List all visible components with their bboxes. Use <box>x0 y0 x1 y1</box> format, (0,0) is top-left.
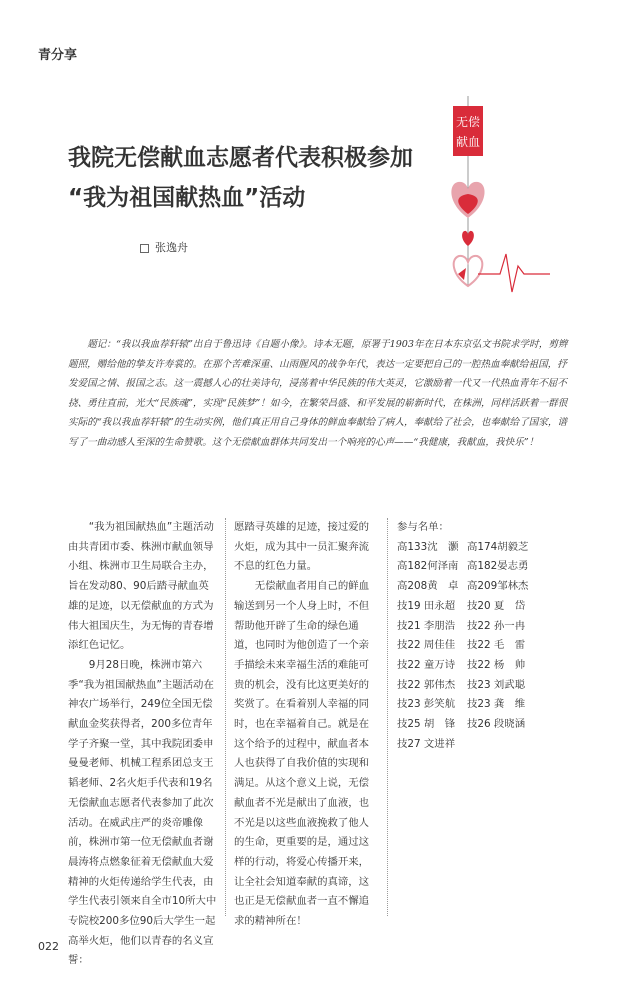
participant-name <box>467 735 537 755</box>
title-line-1: 我院无偿献血志愿者代表积极参加 <box>68 145 413 171</box>
participant-row <box>397 695 537 715</box>
byline-square-icon <box>140 244 149 253</box>
participant-name: 技21 李朋浩 <box>397 619 456 632</box>
participant-name: 技22 周佳佳 <box>397 639 456 652</box>
article-title <box>68 138 448 218</box>
body-column-2 <box>234 518 379 932</box>
title-line-2: “我为祖国献热血”活动 <box>68 185 306 211</box>
participant-name: 高209邹林杰 <box>467 580 529 593</box>
participant-name: 高174胡毅芝 <box>467 540 529 553</box>
participant-name: 技22 郭伟杰 <box>397 678 456 691</box>
participant-name: 技27 文进祥 <box>397 737 456 750</box>
author-name: 张逸舟 <box>155 241 188 254</box>
participant-name: 高182晏志勇 <box>467 560 529 573</box>
column-divider <box>225 518 226 916</box>
participant-list <box>397 518 537 754</box>
tag-text-line-1: 无偿 <box>455 115 481 129</box>
participant-name: 高182何泽南 <box>397 560 459 573</box>
participant-name: 技23 彭笑航 <box>397 698 456 711</box>
participant-name: 高208黄 卓 <box>397 580 459 593</box>
participant-name: 技22 毛 雷 <box>467 639 526 652</box>
participant-name: 技23 龚 维 <box>467 698 526 711</box>
body-paragraph-2: 9月28日晚，株洲市第六季“我为祖国献热血”主题活动在神农广场举行，249位全国无偿献血金奖获得者，200多位青年学子齐聚一堂，其中我院团委申曼曼老师、机械工程系团总支王韬老师、2名火炬手代表和19名无偿献血志愿者代表参加了此次活动。在威武庄严的炎帝雕像前，株洲市第一位无偿献血者谢晨涛将点燃象征着无偿献血大爱精神的火炬传递给学生代表，由学生代表引领来自全市10所大中专院校200多位90后大学生一起高举火炬，他们以青春的名义宣誓： <box>68 658 217 967</box>
participant-name: 技19 田永超 <box>397 599 456 612</box>
participant-list-heading: 参与名单： <box>397 521 449 533</box>
body-paragraph-1: “我为祖国献热血”主题活动由共青团市委、株洲市献血领导小组、株洲市卫生局联合主办，旨在发动80、90后踏寻献血英雄的足迹，以无偿献血的方式为伟大祖国庆生，为无悔的青春增添红色记忆。 <box>68 521 214 652</box>
participant-row <box>397 636 537 656</box>
participant-name: 技22 杨 帅 <box>467 658 526 671</box>
participant-row <box>397 538 537 558</box>
body-column-1 <box>68 518 217 971</box>
participant-name: 高133沈 灏 <box>397 540 459 553</box>
participant-name: 技25 胡 锋 <box>397 718 456 731</box>
participant-row <box>397 735 537 755</box>
blood-donation-decoration <box>430 96 630 306</box>
intro-paragraph: 题记：“我以我血荐轩辕”出自于鲁迅诗《自题小像》。诗本无题，原署于1903年在日本东京弘文书院求学时，剪辫题照，赠给他的挚友许寿裳的。在那个苦难深重、山雨腥风的战争年代，表达一定要把自己的一腔热血奉献给祖国，抒发爱国之情、报国之志。这一震撼人心的壮美诗句，浸荡着中华民族的伟大英灵，它激励着一代又一代热血青年不屈不挠、勇往直前，光大“民族魂”，实现“民族梦”！如今，在繁荣昌盛、和平发展的崭新时代，在株洲，同样活跃着一群很实际的“我以我血荐轩辕”的生动实例，他们真正用自己身体的鲜血奉献给了病人，奉献给了社会，也奉献给了国家，谱写了一曲动感人至深的生命赞歌。这个无偿献血群体共同发出一个响亮的心声——“我健康，我献血，我快乐”！ <box>68 339 568 448</box>
author-byline <box>140 239 188 255</box>
participant-name: 技23 刘武聪 <box>467 678 526 691</box>
participant-row <box>397 617 537 637</box>
participant-name: 技22 孙一冉 <box>467 619 526 632</box>
participant-name: 技20 夏 岱 <box>467 599 526 612</box>
page-number: 022 <box>38 940 59 953</box>
participant-row <box>397 577 537 597</box>
tag-text-line-2: 献血 <box>455 135 481 149</box>
participant-row <box>397 597 537 617</box>
body-paragraph-3: 愿踏寻英雄的足迹，接过爱的火炬，成为其中一员汇聚奔流不息的红色力量。 <box>234 521 370 573</box>
participant-name: 技26 段晓涵 <box>467 718 526 731</box>
heartbeat-line-icon <box>478 254 550 292</box>
participant-row <box>397 715 537 735</box>
participant-row <box>397 676 537 696</box>
column-divider <box>387 518 388 916</box>
body-paragraph-4: 无偿献血者用自己的鲜血输送到另一个人身上时，不但帮助他开辟了生命的绿色通道，也同时为他创造了一个亲手描绘未来幸福生活的难能可贵的机会，没有比这更美好的奖赏了。在看着别人幸福的同时，也在幸福着自己。就是在这个给予的过程中，献血者本人也获得了自我价值的实现和满足。从这个意义上说，无偿献血者不光是献出了血液，也不光是以这些血液挽救了他人的生命，更重要的是，通过这样的行动，将爱心传播开来，让全社会知道奉献的真谛，这也正是无偿献血者一直不懈追求的精神所在！ <box>234 580 370 928</box>
participant-row <box>397 557 537 577</box>
section-label: 青分享 <box>38 48 78 63</box>
participant-name: 技22 童万诗 <box>397 658 456 671</box>
participant-row <box>397 656 537 676</box>
